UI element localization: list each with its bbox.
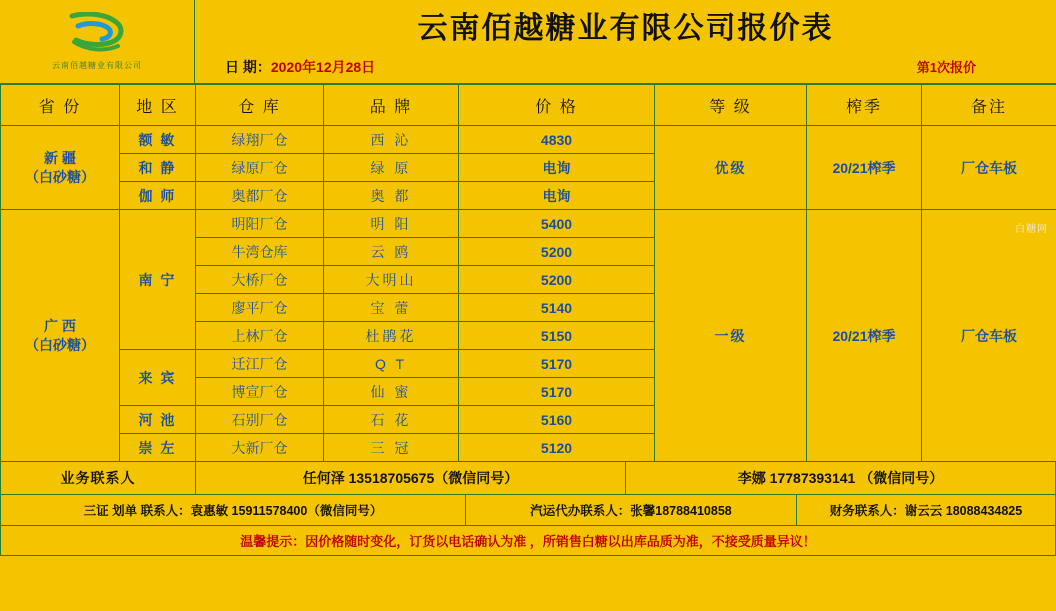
province-xinjiang <box>1 126 120 210</box>
province-guangxi <box>1 210 120 462</box>
notice-text: 温馨提示：因价格随时变化，订货以电话确认为准 ，所销售白糖以出库品质为准，不接受质量异议！ <box>0 526 1056 556</box>
warehouse-aodu: 奥都厂仓 <box>196 182 324 210</box>
region-hejing: 和 静 <box>120 154 196 182</box>
warehouse-niuwan: 牛湾仓库 <box>196 238 324 266</box>
brand-mingyang: 明 阳 <box>324 210 459 238</box>
brand-damingshan: 大明山 <box>324 266 459 294</box>
col-remark: 备注 <box>922 85 1056 126</box>
price-yunou: 5200 <box>459 238 655 266</box>
brand-baolei: 宝 蕾 <box>324 294 459 322</box>
date-block <box>225 57 375 77</box>
col-warehouse: 仓 库 <box>196 85 324 126</box>
brand-aodu: 奥 都 <box>324 182 459 210</box>
season-xinjiang: 20/21榨季 <box>807 126 922 210</box>
col-grade: 等 级 <box>655 85 807 126</box>
title-area <box>195 0 1056 83</box>
price-xiqin: 4830 <box>459 126 655 154</box>
province-guangxi-line1: 广 西 <box>44 317 76 334</box>
region-emin: 额 敏 <box>120 126 196 154</box>
remark-guangxi <box>922 210 1056 462</box>
warehouse-boxuan: 博宣厂仓 <box>196 378 324 406</box>
region-hechi: 河 池 <box>120 406 196 434</box>
company-logo <box>0 0 195 83</box>
price-shihua: 5160 <box>459 406 655 434</box>
brand-dujuanhua: 杜鹃花 <box>324 322 459 350</box>
warehouse-shibie: 石别厂仓 <box>196 406 324 434</box>
page-title: 云南佰越糖业有限公司报价表 <box>417 11 834 46</box>
contact-label: 业务联系人 <box>1 462 196 494</box>
col-province: 省 份 <box>1 85 120 126</box>
date-value: 2020年12月28日 <box>270 58 376 75</box>
price-aodu: 电询 <box>459 182 655 210</box>
province-xinjiang-line1: 新 疆 <box>44 149 76 166</box>
brand-xianmi: 仙 蜜 <box>324 378 459 406</box>
contact-documents: 三证 划单 联系人：袁惠敏 15911578400（微信同号） <box>1 495 466 525</box>
price-qt: 5170 <box>459 350 655 378</box>
price-lvyuan: 电询 <box>459 154 655 182</box>
region-chongzuo: 崇 左 <box>120 434 196 462</box>
remark-xinjiang: 厂仓车板 <box>922 126 1056 210</box>
logo-caption: 云南佰越糖业有限公司 <box>52 61 142 70</box>
quote-count: 第1次报价 <box>916 60 976 75</box>
remark-guangxi-text: 厂仓车板 <box>961 327 1017 344</box>
footer-contact-row <box>0 462 1056 495</box>
warehouse-liaoping: 廖平厂仓 <box>196 294 324 322</box>
region-jiashi: 伽 师 <box>120 182 196 210</box>
price-baolei: 5140 <box>459 294 655 322</box>
grade-guangxi: 一级 <box>655 210 807 462</box>
brand-yunou: 云 鸥 <box>324 238 459 266</box>
price-damingshan: 5200 <box>459 266 655 294</box>
brand-lvyuan: 绿 原 <box>324 154 459 182</box>
province-guangxi-line2: （白砂糖） <box>25 336 95 353</box>
brand-qt: Q T <box>324 350 459 378</box>
logo-swoosh-icon <box>66 12 128 58</box>
warehouse-mingyang: 明阳厂仓 <box>196 210 324 238</box>
col-region: 地 区 <box>120 85 196 126</box>
site-watermark: 白糖网 <box>1015 224 1048 235</box>
warehouse-lvyuan: 绿原厂仓 <box>196 154 324 182</box>
table-header-row <box>1 85 1056 126</box>
contact-person-1: 任何泽 13518705675（微信同号） <box>196 462 626 494</box>
contact-person-2: 李娜 17787393141 （微信同号） <box>737 470 944 486</box>
logo-mark <box>66 12 128 58</box>
subtitle-line <box>195 50 1056 83</box>
col-brand: 品 牌 <box>324 85 459 126</box>
col-price: 价 格 <box>459 85 655 126</box>
page-header <box>0 0 1056 84</box>
contact-finance: 财务联系人：谢云云 18088434825 <box>829 504 1023 518</box>
price-xianmi: 5170 <box>459 378 655 406</box>
date-label: 日 期： <box>225 58 271 75</box>
brand-xiqin: 西 沁 <box>324 126 459 154</box>
warehouse-qianjiang: 迁江厂仓 <box>196 350 324 378</box>
price-table <box>0 84 1056 462</box>
brand-sanguan: 三 冠 <box>324 434 459 462</box>
season-guangxi: 20/21榨季 <box>807 210 922 462</box>
col-season: 榨季 <box>807 85 922 126</box>
table-row <box>1 210 1056 238</box>
warehouse-shanglin: 上林厂仓 <box>196 322 324 350</box>
region-nanning: 南 宁 <box>120 210 196 350</box>
price-mingyang: 5400 <box>459 210 655 238</box>
region-laibin: 来 宾 <box>120 350 196 406</box>
price-sanguan: 5120 <box>459 434 655 462</box>
price-dujuanhua: 5150 <box>459 322 655 350</box>
province-xinjiang-line2: （白砂糖） <box>25 168 95 185</box>
warehouse-lvxiang: 绿翔厂仓 <box>196 126 324 154</box>
grade-xinjiang: 优级 <box>655 126 807 210</box>
table-row <box>1 126 1056 154</box>
contact-transport: 汽运代办联系人：张馨18788410858 <box>466 495 797 525</box>
warehouse-daqiao: 大桥厂仓 <box>196 266 324 294</box>
brand-shihua: 石 花 <box>324 406 459 434</box>
warehouse-daxin: 大新厂仓 <box>196 434 324 462</box>
footer-secondary-row <box>0 495 1056 526</box>
